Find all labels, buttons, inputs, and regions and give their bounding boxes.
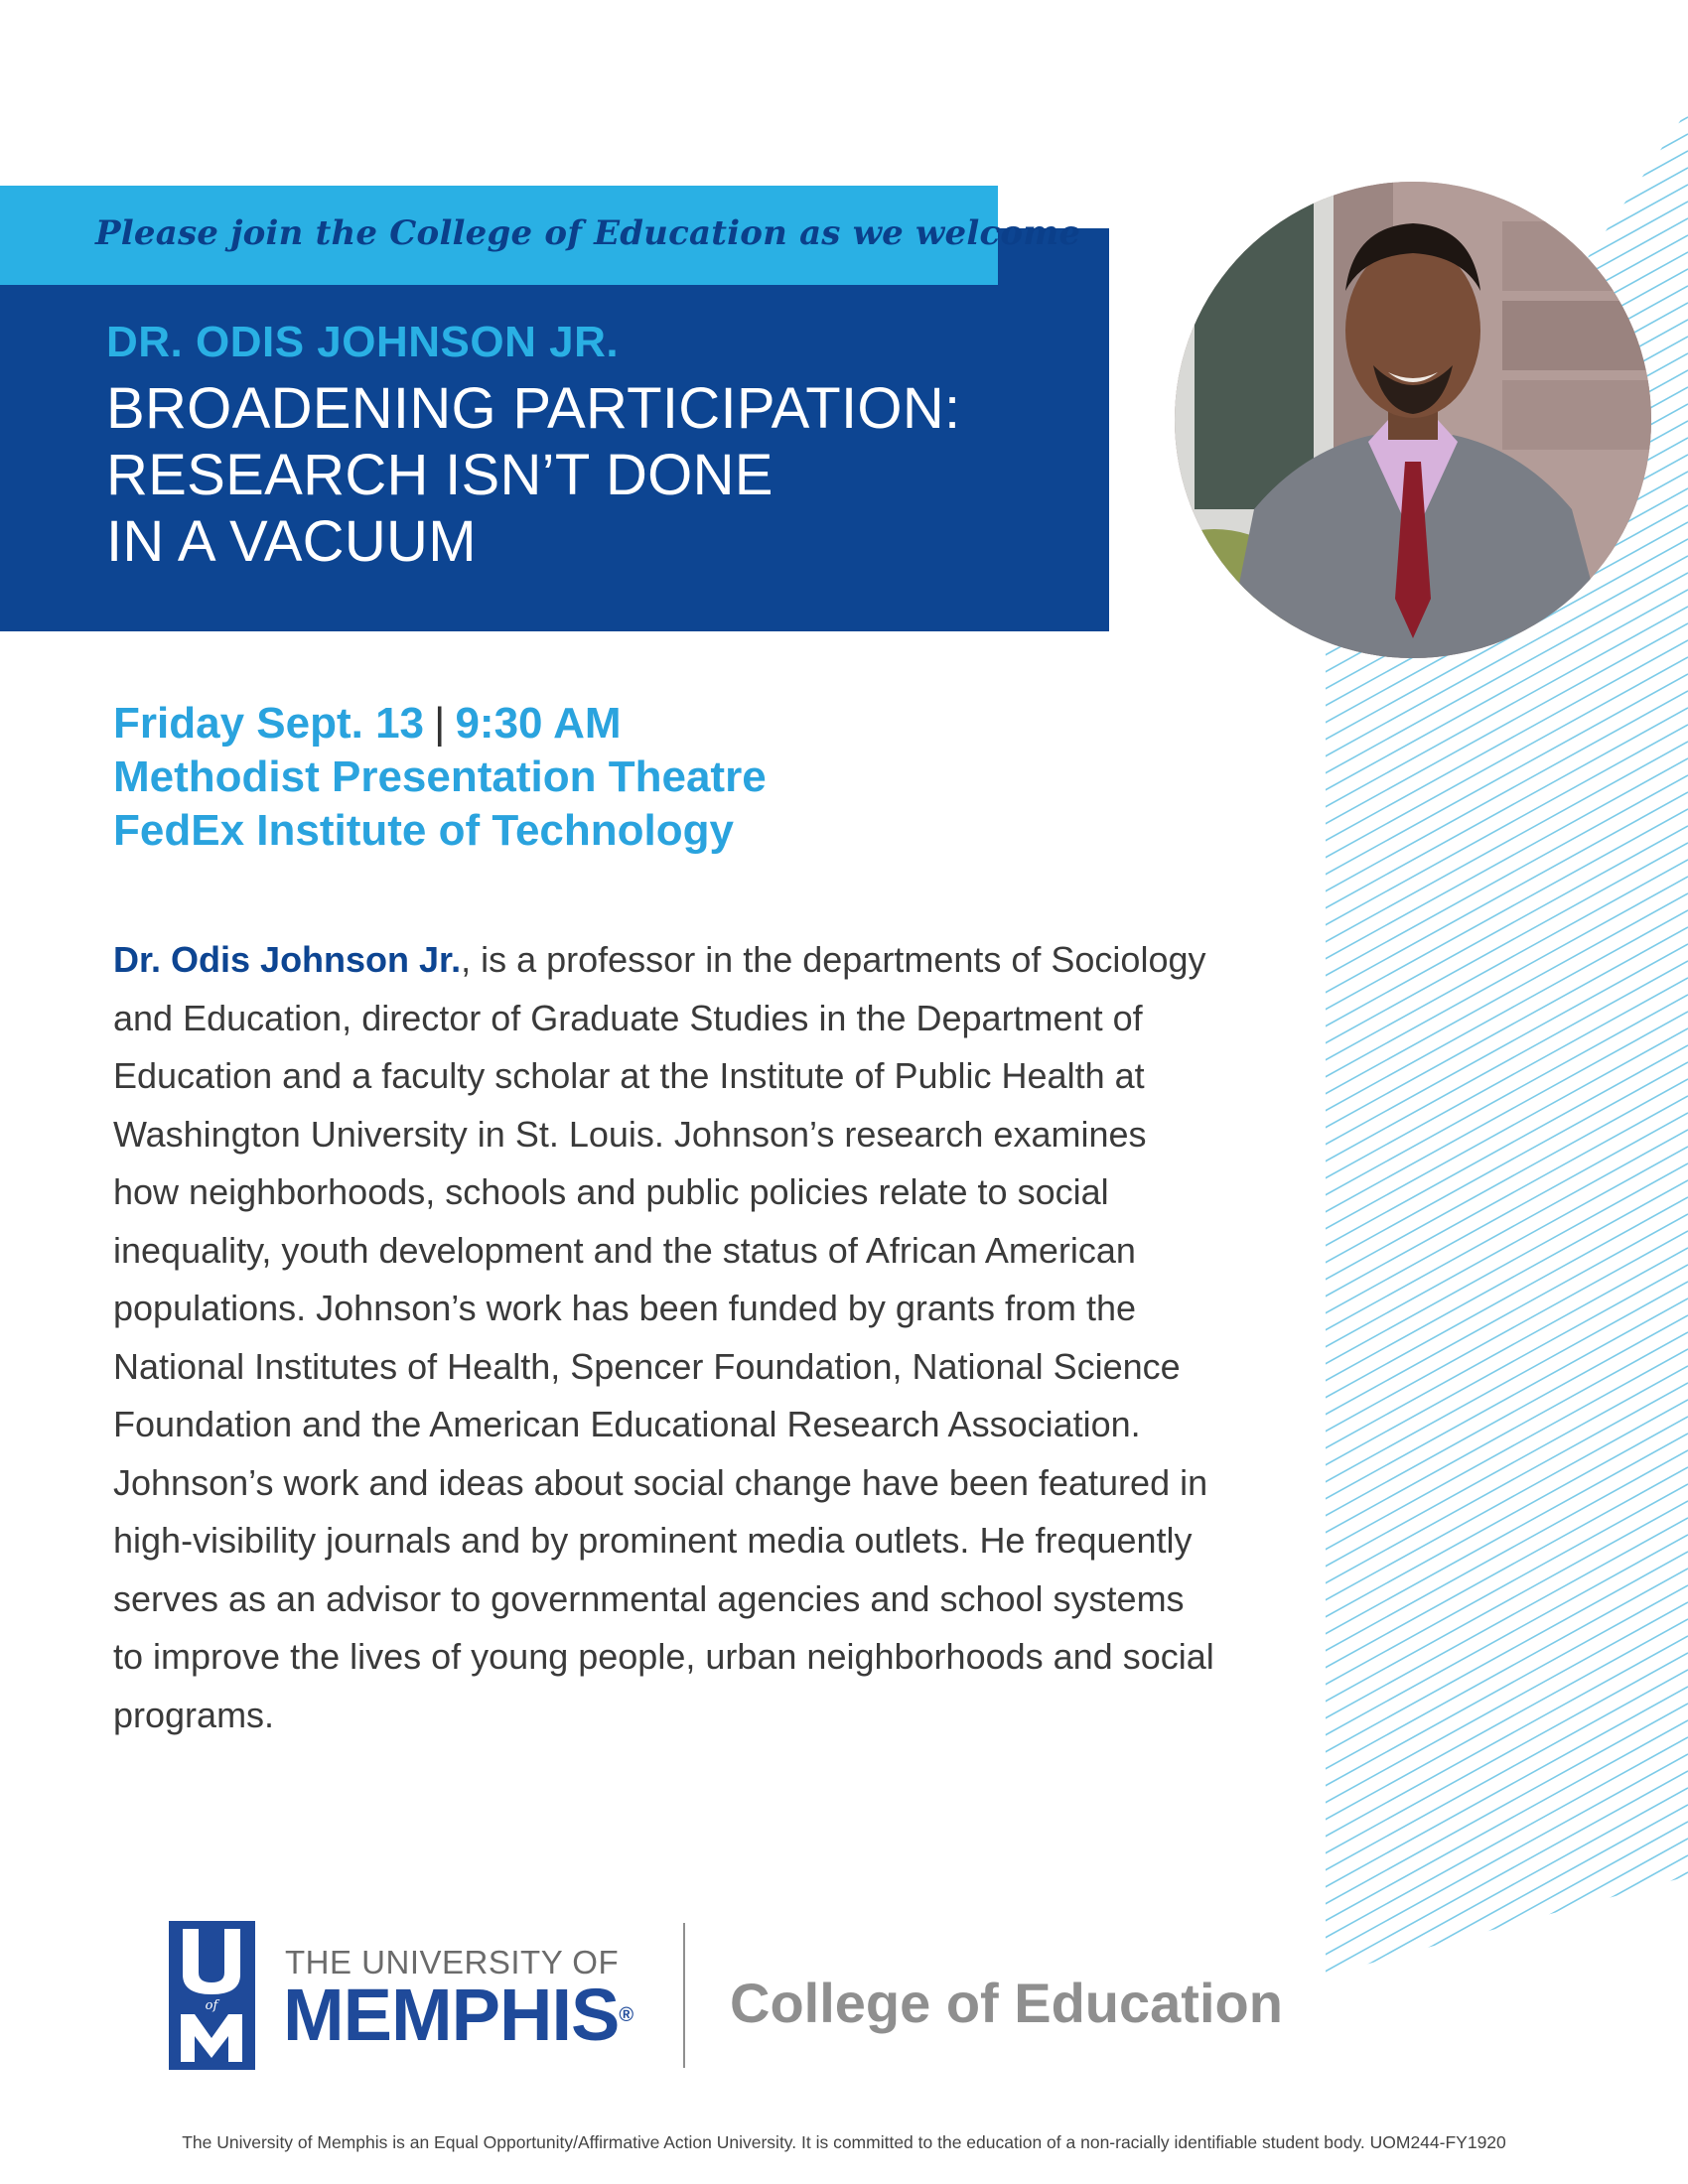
stripe-line bbox=[1311, 995, 1688, 1203]
event-building: FedEx Institute of Technology bbox=[113, 806, 734, 855]
stripe-line bbox=[1311, 826, 1688, 1034]
event-venue: Methodist Presentation Theatre bbox=[113, 752, 767, 801]
memphis-text: MEMPHIS bbox=[283, 1974, 620, 2056]
stripe-line bbox=[1311, 1754, 1688, 1963]
stripe-line bbox=[1311, 1535, 1688, 1743]
logo-memphis-wordmark bbox=[283, 1976, 633, 2055]
stripe-line bbox=[1311, 1366, 1688, 1574]
stripe-line bbox=[1311, 758, 1688, 967]
stripe-line bbox=[1311, 1349, 1688, 1558]
stripe-line bbox=[1311, 1147, 1688, 1355]
stripe-line bbox=[1311, 1737, 1688, 1946]
stripe-line bbox=[1311, 725, 1688, 933]
stripe-line bbox=[1311, 1130, 1688, 1338]
stripe-line bbox=[1311, 809, 1688, 1018]
stripe-line bbox=[1311, 657, 1688, 866]
stripe-line bbox=[1311, 893, 1688, 1102]
stripe-line bbox=[1311, 1298, 1688, 1507]
stripe-line bbox=[1311, 792, 1688, 1001]
stripe-line bbox=[1311, 1248, 1688, 1456]
stripe-line bbox=[1311, 1417, 1688, 1625]
speaker-photo bbox=[1175, 182, 1651, 658]
stripe-line bbox=[1311, 1602, 1688, 1811]
um-monogram-icon bbox=[169, 1921, 255, 2070]
stripe-line bbox=[1311, 623, 1688, 832]
stripe-line bbox=[1311, 674, 1688, 883]
stripe-line bbox=[1311, 1720, 1688, 1929]
college-name: College of Education bbox=[730, 1972, 1283, 2034]
stripe-line bbox=[1311, 944, 1688, 1153]
stripe-line bbox=[1311, 1096, 1688, 1304]
stripe-line bbox=[1311, 1653, 1688, 1861]
stripe-line bbox=[1311, 1332, 1688, 1541]
stripe-line bbox=[1311, 1704, 1688, 1912]
stripe-line bbox=[1311, 1585, 1688, 1794]
stripe-line bbox=[1311, 109, 1688, 174]
stripe-line bbox=[1311, 1012, 1688, 1220]
stripe-line bbox=[1311, 1957, 1688, 1995]
stripe-line bbox=[1311, 1028, 1688, 1237]
stripe-line bbox=[1311, 1180, 1688, 1389]
stripe-line bbox=[1311, 877, 1688, 1085]
event-separator: | bbox=[434, 699, 446, 748]
stripe-line bbox=[1311, 1501, 1688, 1709]
footer-disclaimer: The University of Memphis is an Equal Opportunity/Affirmative Action University. It is committed to the education of a non-racially identifiable student body. UOM244-FY1920 bbox=[182, 2132, 1506, 2152]
stripe-line bbox=[1311, 1974, 1688, 1995]
stripe-line bbox=[1311, 1906, 1688, 1995]
stripe-line bbox=[1311, 1805, 1688, 1995]
speaker-name: DR. ODIS JOHNSON JR. bbox=[106, 318, 620, 366]
stripe-line bbox=[1311, 1113, 1688, 1321]
logo-university-line: THE UNIVERSITY OF bbox=[285, 1944, 620, 1980]
stripe-line bbox=[1311, 1197, 1688, 1406]
stripe-line bbox=[1311, 978, 1688, 1186]
stripe-line bbox=[1311, 1433, 1688, 1642]
stripe-line bbox=[1311, 109, 1688, 140]
talk-title-line-3: IN A VACUUM bbox=[106, 509, 477, 574]
stripe-line bbox=[1311, 1231, 1688, 1439]
stripe-line bbox=[1311, 1923, 1688, 1995]
stripe-line bbox=[1311, 1214, 1688, 1423]
stripe-line bbox=[1311, 742, 1688, 950]
stripe-line bbox=[1311, 1467, 1688, 1676]
stripe-line bbox=[1311, 1265, 1688, 1473]
stripe-line bbox=[1311, 1619, 1688, 1828]
stripe-line bbox=[1311, 1569, 1688, 1777]
event-datetime bbox=[113, 697, 767, 751]
stripe-line bbox=[1311, 1872, 1688, 1995]
stripe-line bbox=[1311, 1788, 1688, 1995]
stripe-line bbox=[1311, 1383, 1688, 1591]
stripe-line bbox=[1311, 1163, 1688, 1372]
stripe-line bbox=[1311, 109, 1688, 123]
title-banner bbox=[0, 228, 1109, 631]
stripe-line bbox=[1311, 1484, 1688, 1693]
stripe-line bbox=[1311, 843, 1688, 1051]
stripe-line bbox=[1311, 1079, 1688, 1288]
speaker-bio bbox=[113, 931, 1215, 1744]
stripe-line bbox=[1311, 1450, 1688, 1659]
talk-title-line-2: RESEARCH ISN’T DONE bbox=[106, 443, 774, 507]
stripe-line bbox=[1311, 1045, 1688, 1254]
event-time: 9:30 AM bbox=[455, 699, 622, 748]
welcome-banner bbox=[0, 186, 1081, 285]
svg-text:of: of bbox=[205, 1998, 218, 2013]
stripe-line bbox=[1311, 1889, 1688, 1995]
stripe-line bbox=[1311, 1315, 1688, 1524]
stripe-line bbox=[1311, 961, 1688, 1169]
stripe-line bbox=[1311, 109, 1688, 157]
stripe-line bbox=[1311, 1771, 1688, 1979]
stripe-line bbox=[1311, 775, 1688, 984]
stripe-line bbox=[1311, 1990, 1688, 1995]
stripe-line bbox=[1311, 691, 1688, 899]
stripe-line bbox=[1311, 1670, 1688, 1878]
stripe-line bbox=[1311, 1552, 1688, 1760]
stripe-line bbox=[1311, 109, 1688, 191]
welcome-text: Please join the College of Education as we welcome bbox=[95, 213, 1081, 253]
stripe-line bbox=[1311, 1400, 1688, 1608]
stripe-line bbox=[1311, 910, 1688, 1119]
stripe-line bbox=[1311, 860, 1688, 1068]
stripe-line bbox=[1311, 1518, 1688, 1726]
logo-divider bbox=[683, 1923, 685, 2068]
speaker-portrait-illustration bbox=[1175, 182, 1651, 658]
bio-name: Dr. Odis Johnson Jr. bbox=[113, 939, 462, 980]
stripe-line bbox=[1311, 1282, 1688, 1490]
stripe-line bbox=[1311, 708, 1688, 916]
talk-title bbox=[106, 375, 960, 575]
stripe-line bbox=[1311, 640, 1688, 849]
stripe-line bbox=[1311, 927, 1688, 1136]
registered-mark: ® bbox=[619, 2004, 634, 2026]
bio-text: , is a professor in the departments of Sociology and Education, director of Graduate Studies in the Department of Education and a faculty scholar at the Institute of Public Health at Washington University in St. Louis. Johnson’s research examines how neighborhoods, schools and public policies relate to social inequality, youth development and the status of African American populations. Johnson’s work has been funded by grants from the National Institutes of Health, Spencer Foundation, National Science Foundation and the American Educational Research Association. Johnson’s work and ideas about social change have been featured in high-visibility journals and by prominent media outlets. He frequently serves as an advisor to governmental agencies and school systems to improve the lives of young people, urban neighborhoods and social programs. bbox=[113, 939, 1214, 1735]
stripe-line bbox=[1311, 1687, 1688, 1895]
stripe-line bbox=[1311, 1636, 1688, 1844]
event-date: Friday Sept. 13 bbox=[113, 699, 425, 748]
event-details bbox=[113, 697, 767, 858]
stripe-line bbox=[1311, 1062, 1688, 1271]
university-logo-mark bbox=[169, 1921, 255, 2070]
talk-title-line-1: BROADENING PARTICIPATION: bbox=[106, 376, 961, 441]
stripe-line bbox=[1311, 1839, 1688, 1995]
